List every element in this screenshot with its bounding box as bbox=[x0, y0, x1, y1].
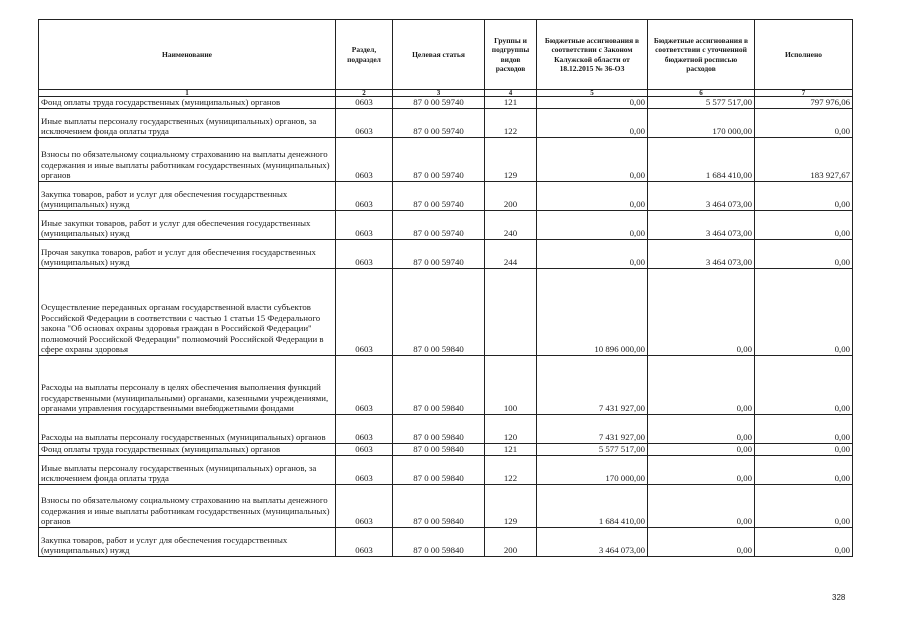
row-article: 87 0 00 59740 bbox=[393, 97, 485, 109]
row-section: 0603 bbox=[336, 528, 393, 557]
row-group: 240 bbox=[485, 211, 537, 240]
row-article: 87 0 00 59740 bbox=[393, 211, 485, 240]
row-budget-law: 0,00 bbox=[537, 240, 648, 269]
row-budget-law: 0,00 bbox=[537, 138, 648, 182]
row-article: 87 0 00 59740 bbox=[393, 182, 485, 211]
row-executed: 0,00 bbox=[755, 485, 853, 528]
row-group: 122 bbox=[485, 109, 537, 138]
table-row bbox=[39, 528, 853, 557]
row-group bbox=[485, 269, 537, 356]
column-number: 5 bbox=[537, 90, 648, 97]
row-group: 129 bbox=[485, 485, 537, 528]
row-executed: 0,00 bbox=[755, 182, 853, 211]
row-article: 87 0 00 59840 bbox=[393, 444, 485, 456]
column-number-row bbox=[39, 90, 853, 97]
row-group: 129 bbox=[485, 138, 537, 182]
table-row bbox=[39, 415, 853, 444]
table-row bbox=[39, 485, 853, 528]
row-name: Осуществление переданных органам государственной власти субъектов Российской Федерации в соответствии с частью 1 статьи 15 Федерального закона "Об основах охраны здоровья граждан в Российской Федерации" полномочий Российской Федерации" полномочий Российской Федерации в сфере охраны здоровья bbox=[39, 269, 336, 356]
row-budget-law: 7 431 927,00 bbox=[537, 415, 648, 444]
column-number: 4 bbox=[485, 90, 537, 97]
row-executed: 0,00 bbox=[755, 240, 853, 269]
table-row bbox=[39, 269, 853, 356]
row-article: 87 0 00 59840 bbox=[393, 269, 485, 356]
header-budget-refined: Бюджетные ассигнования в соответствии с уточненной бюджетной росписью расходов bbox=[648, 20, 755, 90]
header-budget-law: Бюджетные ассигнования в соответствии с Законом Калужской области от 18.12.2015 № 36-ОЗ bbox=[537, 20, 648, 90]
row-article: 87 0 00 59840 bbox=[393, 485, 485, 528]
row-group: 121 bbox=[485, 97, 537, 109]
table-row bbox=[39, 240, 853, 269]
row-name: Фонд оплаты труда государственных (муниципальных) органов bbox=[39, 444, 336, 456]
row-name: Взносы по обязательному социальному страхованию на выплаты денежного содержания и иные выплаты работникам государственных (муниципальных) органов bbox=[39, 485, 336, 528]
row-section: 0603 bbox=[336, 356, 393, 415]
row-budget-law: 7 431 927,00 bbox=[537, 356, 648, 415]
row-section: 0603 bbox=[336, 211, 393, 240]
row-name: Взносы по обязательному социальному страхованию на выплаты денежного содержания и иные выплаты работникам государственных (муниципальных) органов bbox=[39, 138, 336, 182]
row-group: 200 bbox=[485, 182, 537, 211]
row-budget-refined: 170 000,00 bbox=[648, 109, 755, 138]
row-budget-refined: 3 464 073,00 bbox=[648, 182, 755, 211]
row-name: Расходы на выплаты персоналу в целях обеспечения выполнения функций государственными (муниципальными) органами, казенными учреждениями, органами управления государственными внебюджетными фондами bbox=[39, 356, 336, 415]
row-budget-refined: 0,00 bbox=[648, 356, 755, 415]
row-article: 87 0 00 59840 bbox=[393, 356, 485, 415]
row-section: 0603 bbox=[336, 109, 393, 138]
table-row bbox=[39, 456, 853, 485]
row-budget-law: 3 464 073,00 bbox=[537, 528, 648, 557]
row-group: 122 bbox=[485, 456, 537, 485]
row-budget-law: 10 896 000,00 bbox=[537, 269, 648, 356]
table-row bbox=[39, 109, 853, 138]
row-executed: 183 927,67 bbox=[755, 138, 853, 182]
row-budget-refined: 0,00 bbox=[648, 456, 755, 485]
row-name: Прочая закупка товаров, работ и услуг для обеспечения государственных (муниципальных) нужд bbox=[39, 240, 336, 269]
row-executed: 0,00 bbox=[755, 356, 853, 415]
row-section: 0603 bbox=[336, 456, 393, 485]
page-number: 328 bbox=[832, 593, 846, 602]
row-executed: 0,00 bbox=[755, 456, 853, 485]
row-name: Иные выплаты персоналу государственных (муниципальных) органов, за исключением фонда оплаты труда bbox=[39, 456, 336, 485]
header-groups: Группы и подгруппы видов расходов bbox=[485, 20, 537, 90]
row-group: 100 bbox=[485, 356, 537, 415]
table-row bbox=[39, 444, 853, 456]
row-executed: 0,00 bbox=[755, 444, 853, 456]
row-budget-refined: 3 464 073,00 bbox=[648, 211, 755, 240]
header-executed: Исполнено bbox=[755, 20, 853, 90]
row-section: 0603 bbox=[336, 415, 393, 444]
column-number: 1 bbox=[39, 90, 336, 97]
row-budget-refined: 0,00 bbox=[648, 444, 755, 456]
row-budget-refined: 1 684 410,00 bbox=[648, 138, 755, 182]
row-budget-law: 0,00 bbox=[537, 182, 648, 211]
row-budget-refined: 0,00 bbox=[648, 269, 755, 356]
row-name: Иные выплаты персоналу государственных (муниципальных) органов, за исключением фонда оплаты труда bbox=[39, 109, 336, 138]
row-name: Иные закупки товаров, работ и услуг для обеспечения государственных (муниципальных) нужд bbox=[39, 211, 336, 240]
row-article: 87 0 00 59840 bbox=[393, 456, 485, 485]
row-executed: 0,00 bbox=[755, 211, 853, 240]
row-name: Фонд оплаты труда государственных (муниципальных) органов bbox=[39, 97, 336, 109]
row-executed: 0,00 bbox=[755, 415, 853, 444]
row-article: 87 0 00 59740 bbox=[393, 138, 485, 182]
row-group: 120 bbox=[485, 415, 537, 444]
row-group: 244 bbox=[485, 240, 537, 269]
row-article: 87 0 00 59740 bbox=[393, 109, 485, 138]
row-section: 0603 bbox=[336, 240, 393, 269]
row-name: Закупка товаров, работ и услуг для обеспечения государственных (муниципальных) нужд bbox=[39, 182, 336, 211]
row-section: 0603 bbox=[336, 182, 393, 211]
row-name: Расходы на выплаты персоналу государственных (муниципальных) органов bbox=[39, 415, 336, 444]
row-group: 121 bbox=[485, 444, 537, 456]
row-executed: 0,00 bbox=[755, 109, 853, 138]
table-row bbox=[39, 182, 853, 211]
row-executed: 797 976,06 bbox=[755, 97, 853, 109]
row-budget-refined: 0,00 bbox=[648, 485, 755, 528]
column-number: 2 bbox=[336, 90, 393, 97]
row-budget-law: 5 577 517,00 bbox=[537, 444, 648, 456]
row-article: 87 0 00 59840 bbox=[393, 528, 485, 557]
row-article: 87 0 00 59740 bbox=[393, 240, 485, 269]
header-section: Раздел, подраздел bbox=[336, 20, 393, 90]
row-group: 200 bbox=[485, 528, 537, 557]
table-header-row bbox=[39, 20, 853, 90]
table-row bbox=[39, 138, 853, 182]
row-section: 0603 bbox=[336, 269, 393, 356]
row-budget-refined: 3 464 073,00 bbox=[648, 240, 755, 269]
row-section: 0603 bbox=[336, 138, 393, 182]
column-number: 3 bbox=[393, 90, 485, 97]
row-section: 0603 bbox=[336, 444, 393, 456]
row-budget-law: 1 684 410,00 bbox=[537, 485, 648, 528]
table-row bbox=[39, 356, 853, 415]
column-number: 7 bbox=[755, 90, 853, 97]
row-article: 87 0 00 59840 bbox=[393, 415, 485, 444]
row-section: 0603 bbox=[336, 485, 393, 528]
header-name: Наименование bbox=[39, 20, 336, 90]
row-budget-refined: 5 577 517,00 bbox=[648, 97, 755, 109]
row-executed: 0,00 bbox=[755, 269, 853, 356]
row-budget-law: 170 000,00 bbox=[537, 456, 648, 485]
header-article: Целевая статья bbox=[393, 20, 485, 90]
row-budget-law: 0,00 bbox=[537, 211, 648, 240]
row-budget-refined: 0,00 bbox=[648, 415, 755, 444]
row-section: 0603 bbox=[336, 97, 393, 109]
row-name: Закупка товаров, работ и услуг для обеспечения государственных (муниципальных) нужд bbox=[39, 528, 336, 557]
table-row bbox=[39, 97, 853, 109]
table-row bbox=[39, 211, 853, 240]
row-budget-law: 0,00 bbox=[537, 109, 648, 138]
row-executed: 0,00 bbox=[755, 528, 853, 557]
row-budget-refined: 0,00 bbox=[648, 528, 755, 557]
column-number: 6 bbox=[648, 90, 755, 97]
row-budget-law: 0,00 bbox=[537, 97, 648, 109]
budget-execution-table bbox=[38, 19, 853, 557]
